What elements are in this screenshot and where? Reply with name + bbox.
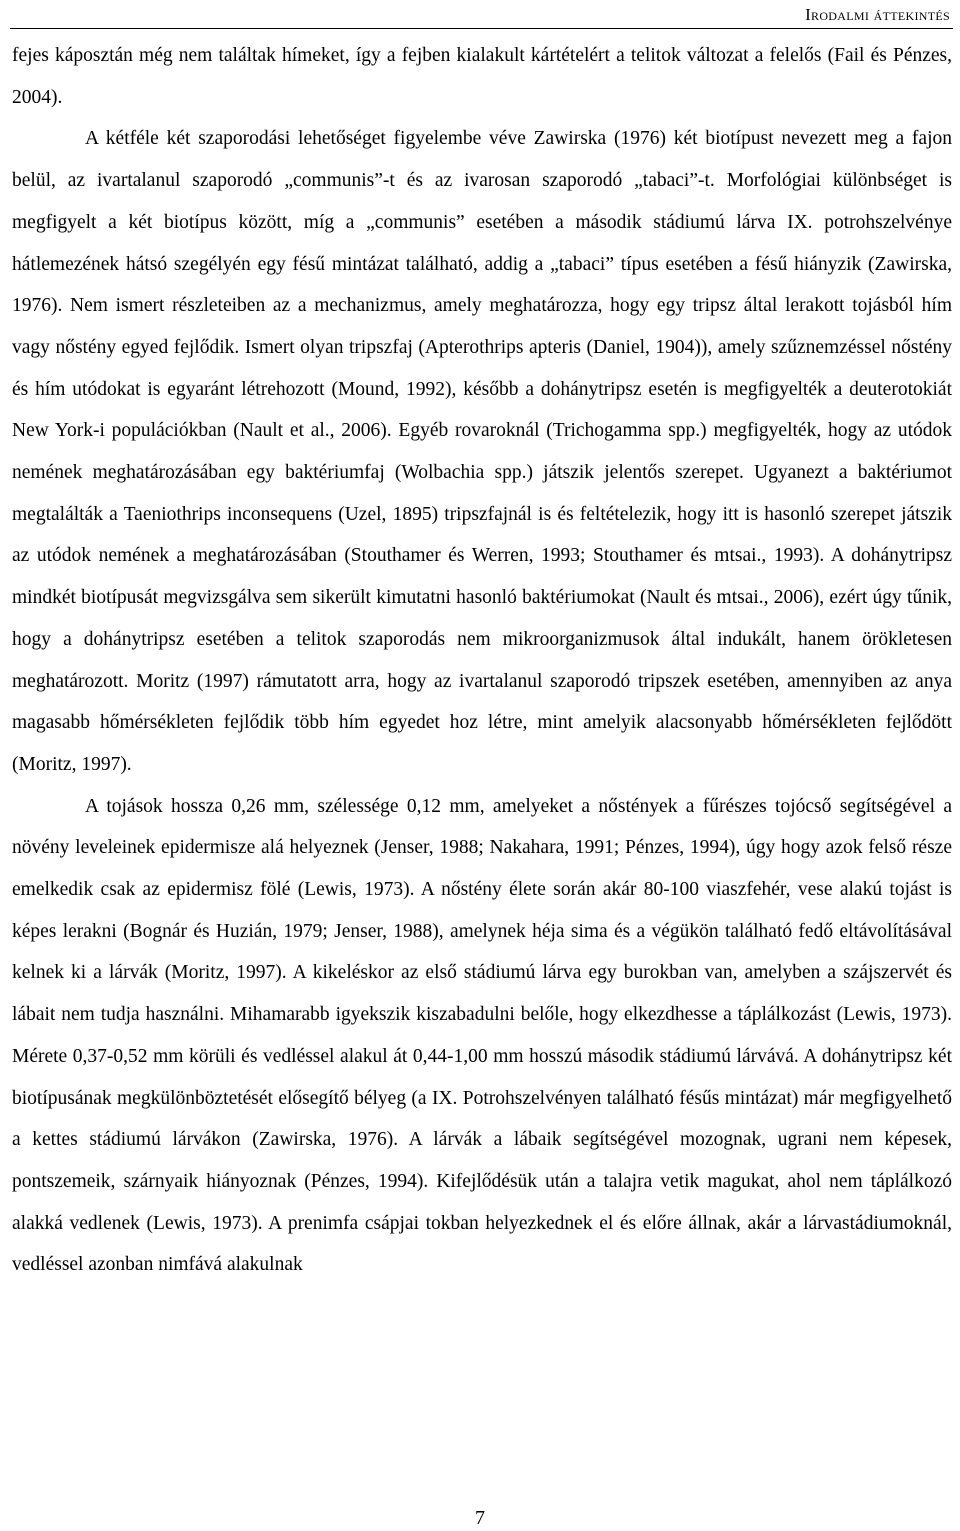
page-number: 7 (475, 1507, 485, 1529)
running-header: Irodalmi áttekintés (805, 5, 950, 24)
paragraph-3: A tojások hossza 0,26 mm, szélessége 0,12 mm, amelyeket a nőstények a fűrészes tojócső segítségével a növény leveleinek epidermisze alá helyeznek (Jenser, 1988; Nakahara, 1991; Pénzes, 1994), úgy hogy azok felső része emelkedik csak az epidermisz fölé (Lewis, 1973). A nőstény élete során akár 80-100 viaszfehér, vese alakú tojást is képes lerakni (Bognár és Huzián, 1979; Jenser, 1988), amelynek héja sima és a végükön található fedő eltávolításával kelnek ki a lárvák (Moritz, 1997). A kikeléskor az első stádiumú lárva egy burokban van, amelyben a szájszervét és lábait nem tudja használni. Mihamarabb igyekszik kiszabadulni belőle, hogy elkezdhesse a táplálkozást (Lewis, 1973). Mérete 0,37-0,52 mm körüli és vedléssel alakul át 0,44-1,00 mm hosszú második stádiumú lárvává. A dohánytripsz két biotípusának megkülönböztetését elősegítő bélyeg (a IX. Potrohszelvényen található fésűs mintázat) már megfigyelhető a kettes stádiumú lárvákon (Zawirska, 1976). A lárvák a lábaik segítségével mozognak, ugrani nem képesek, pontszemeik, szárnyaik hiányoznak (Pénzes, 1994). Kifejlődésük után a talajra vetik magukat, ahol nem táplálkozó alakká vedlenek (Lewis, 1973). A prenimfa csápjai tokban helyezkednek el és előre állnak, akár a lárvastádiumoknál, vedléssel azonban nimfává alakulnak (12, 795, 952, 1276)
paragraph-1: fejes káposztán még nem találtak hímeket, így a fejben kialakult kártételért a telitok változat a felelős (Fail és Pénzes, 2004). (12, 45, 952, 108)
paragraph-2: A kétféle két szaporodási lehetőséget figyelembe véve Zawirska (1976) két biotípust nevezett meg a fajon belül, az ivartalanul szaporodó „communis”-t és az ivarosan szaporodó „tabaci”-t. Morfológiai különbséget is megfigyelt a két biotípus között, míg a „communis” esetében a második stádiumú lárva IX. potrohszelvénye hátlemezének hátsó szegélyén egy fésű mintázat található, addig a „tabaci” típus esetében a fésű hiányzik (Zawirska, 1976). Nem ismert részleteiben az a mechanizmus, amely meghatározza, hogy egy tripsz által lerakott tojásból hím vagy nőstény egyed fejlődik. Ismert olyan tripszfaj (Apterothrips apteris (Daniel, 1904)), amely szűznemzéssel nőstény és hím utódokat is egyaránt létrehozott (Mound, 1992), később a dohánytripsz esetén is megfigyelték a deuterotokiát New York-i populációkban (Nault et al., 2006). Egyéb rovaroknál (Trichogamma spp.) megfigyelték, hogy az utódok nemének meghatározásában egy baktériumfaj (Wolbachia spp.) játszik jelentős szerepet. Ugyanezt a baktériumot megtalálták a Taeniothrips inconsequens (Uzel, 1895) tripszfajnál is és feltételezik, hogy itt is hasonló szerepet játszik az utódok nemének a meghatározásában (Stouthamer és Werren, 1993; Stouthamer és mtsai., 1993). A dohánytripsz mindkét biotípusát megvizsgálva sem sikerült kimutatni hasonló baktériumokat (Nault és mtsai., 2006), ezért úgy tűnik, hogy a dohánytripsz esetében a telitok szaporodás nem mikroorganizmusok által indukált, hanem örökletesen meghatározott. Moritz (1997) rámutatott arra, hogy az ivartalanul szaporodó tripszek esetében, amennyiben az anya magasabb hőmérsékleten fejlődik több hím egyedet hoz létre, mint amelyik alacsonyabb hőmérsékleten fejlődött (Moritz, 1997). (12, 128, 952, 775)
body-text (12, 35, 952, 1286)
header-divider (10, 28, 953, 29)
